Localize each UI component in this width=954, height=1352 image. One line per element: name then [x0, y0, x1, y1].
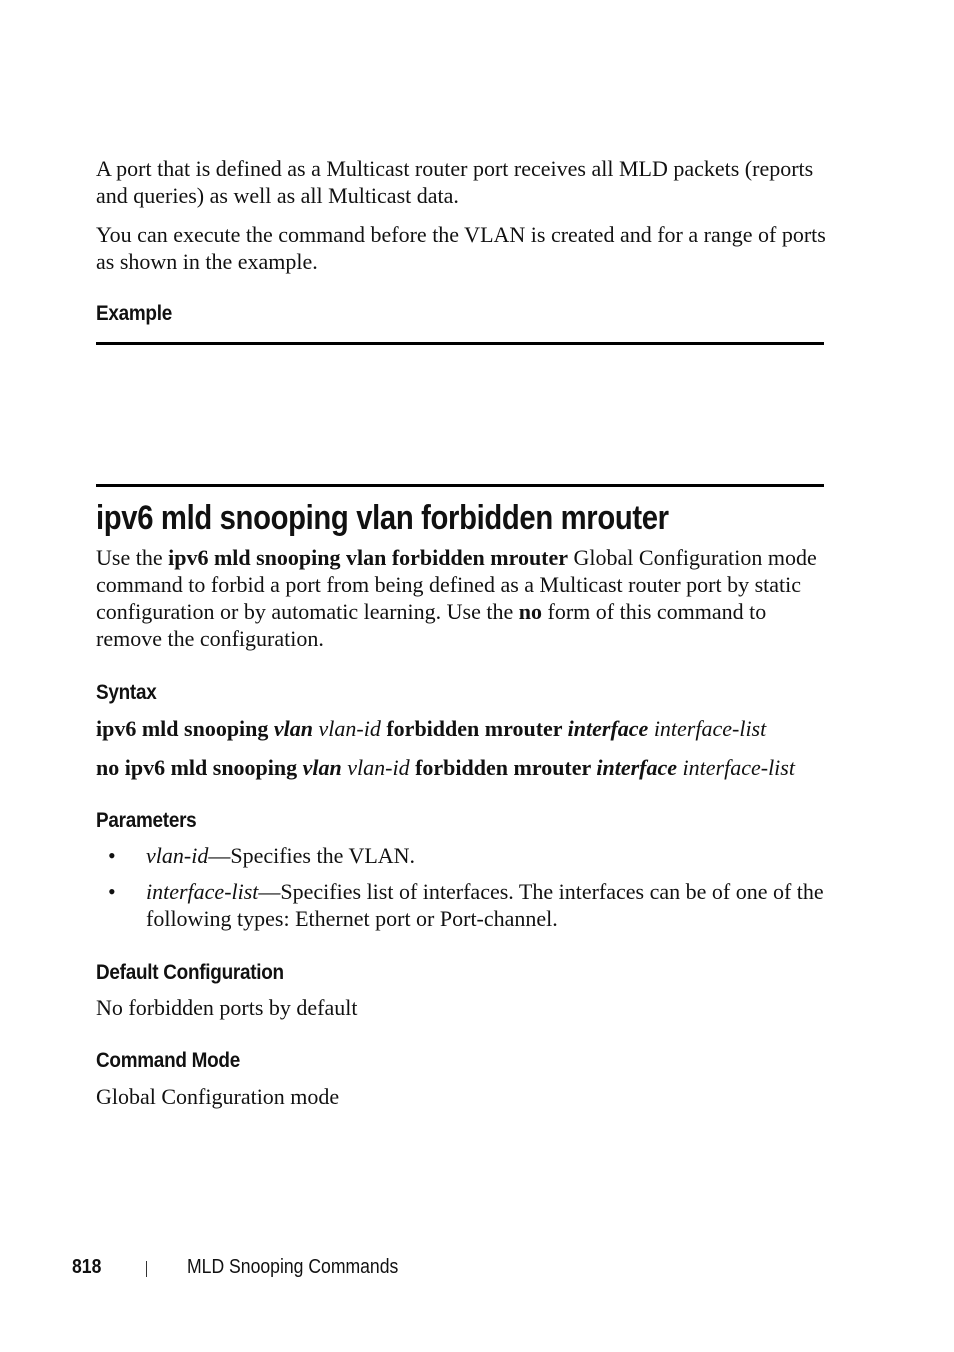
command-mode-text: Global Configuration mode: [96, 1084, 340, 1109]
syntax-heading: Syntax: [96, 680, 157, 704]
syntax1-vlan-keyword: vlan: [273, 716, 314, 741]
default-config-heading: Default Configuration: [96, 960, 284, 984]
syntax1-cmd: ipv6 mld snooping: [96, 716, 274, 741]
param-term: vlan-id: [146, 843, 209, 868]
syntax1-interface-list: interface-list: [648, 716, 767, 741]
syntax2-forbidden: forbidden mrouter: [409, 755, 597, 780]
param-desc: —Specifies the VLAN.: [208, 843, 416, 868]
desc-part3: form of this command to remove the configuration.: [96, 599, 767, 651]
example-rule: [96, 342, 824, 345]
section-title: ipv6 mld snooping vlan forbidden mrouter: [96, 499, 669, 537]
syntax2-cmd: no ipv6 mld snooping: [96, 755, 303, 780]
section-rule: [96, 484, 824, 487]
param-desc: —Specifies list of interfaces. The interfaces can be of one of the following types: Ethernet port or Port-channel.: [146, 879, 824, 931]
intro-paragraph-1: A port that is defined as a Multicast router port receives all MLD packets (reports and queries) as well as all Multicast data.: [96, 156, 814, 208]
default-config-text: No forbidden ports by default: [96, 995, 358, 1020]
bullet-marker: •: [108, 879, 116, 904]
syntax2-interface-list: interface-list: [677, 755, 795, 780]
bullet-marker: •: [108, 843, 116, 868]
syntax-line-2: [96, 754, 795, 781]
chapter-title: MLD Snooping Commands: [187, 1256, 399, 1278]
syntax1-forbidden: forbidden mrouter: [380, 716, 568, 741]
parameter-item-interface-list: [146, 878, 826, 932]
parameters-heading: Parameters: [96, 808, 197, 832]
parameter-item-vlan-id: [146, 842, 826, 869]
syntax1-vlan-id: vlan-id: [313, 716, 381, 741]
desc-part2: Global Configuration mode command to forbid a port from being defined as a Multicast router port by static configuration or by automatic learning. Use the: [96, 545, 817, 624]
desc-command: ipv6 mld snooping vlan forbidden mrouter: [168, 545, 569, 570]
syntax2-vlan-id: vlan-id: [341, 755, 410, 780]
desc-part1: Use the: [96, 545, 169, 570]
intro-paragraph-2: You can execute the command before the VLAN is created and for a range of ports as shown in the example.: [96, 222, 826, 274]
param-term: interface-list: [146, 879, 259, 904]
syntax1-interface-keyword: interface: [567, 716, 649, 741]
example-heading: Example: [96, 301, 172, 325]
syntax2-interface-keyword: interface: [596, 755, 678, 780]
footer-separator: [146, 1261, 147, 1277]
desc-no-keyword: no: [518, 599, 543, 624]
page-number: 818: [72, 1256, 102, 1278]
section-description: [96, 544, 826, 652]
command-mode-heading: Command Mode: [96, 1048, 240, 1072]
syntax-line-1: [96, 715, 766, 742]
syntax2-vlan-keyword: vlan: [302, 755, 342, 780]
